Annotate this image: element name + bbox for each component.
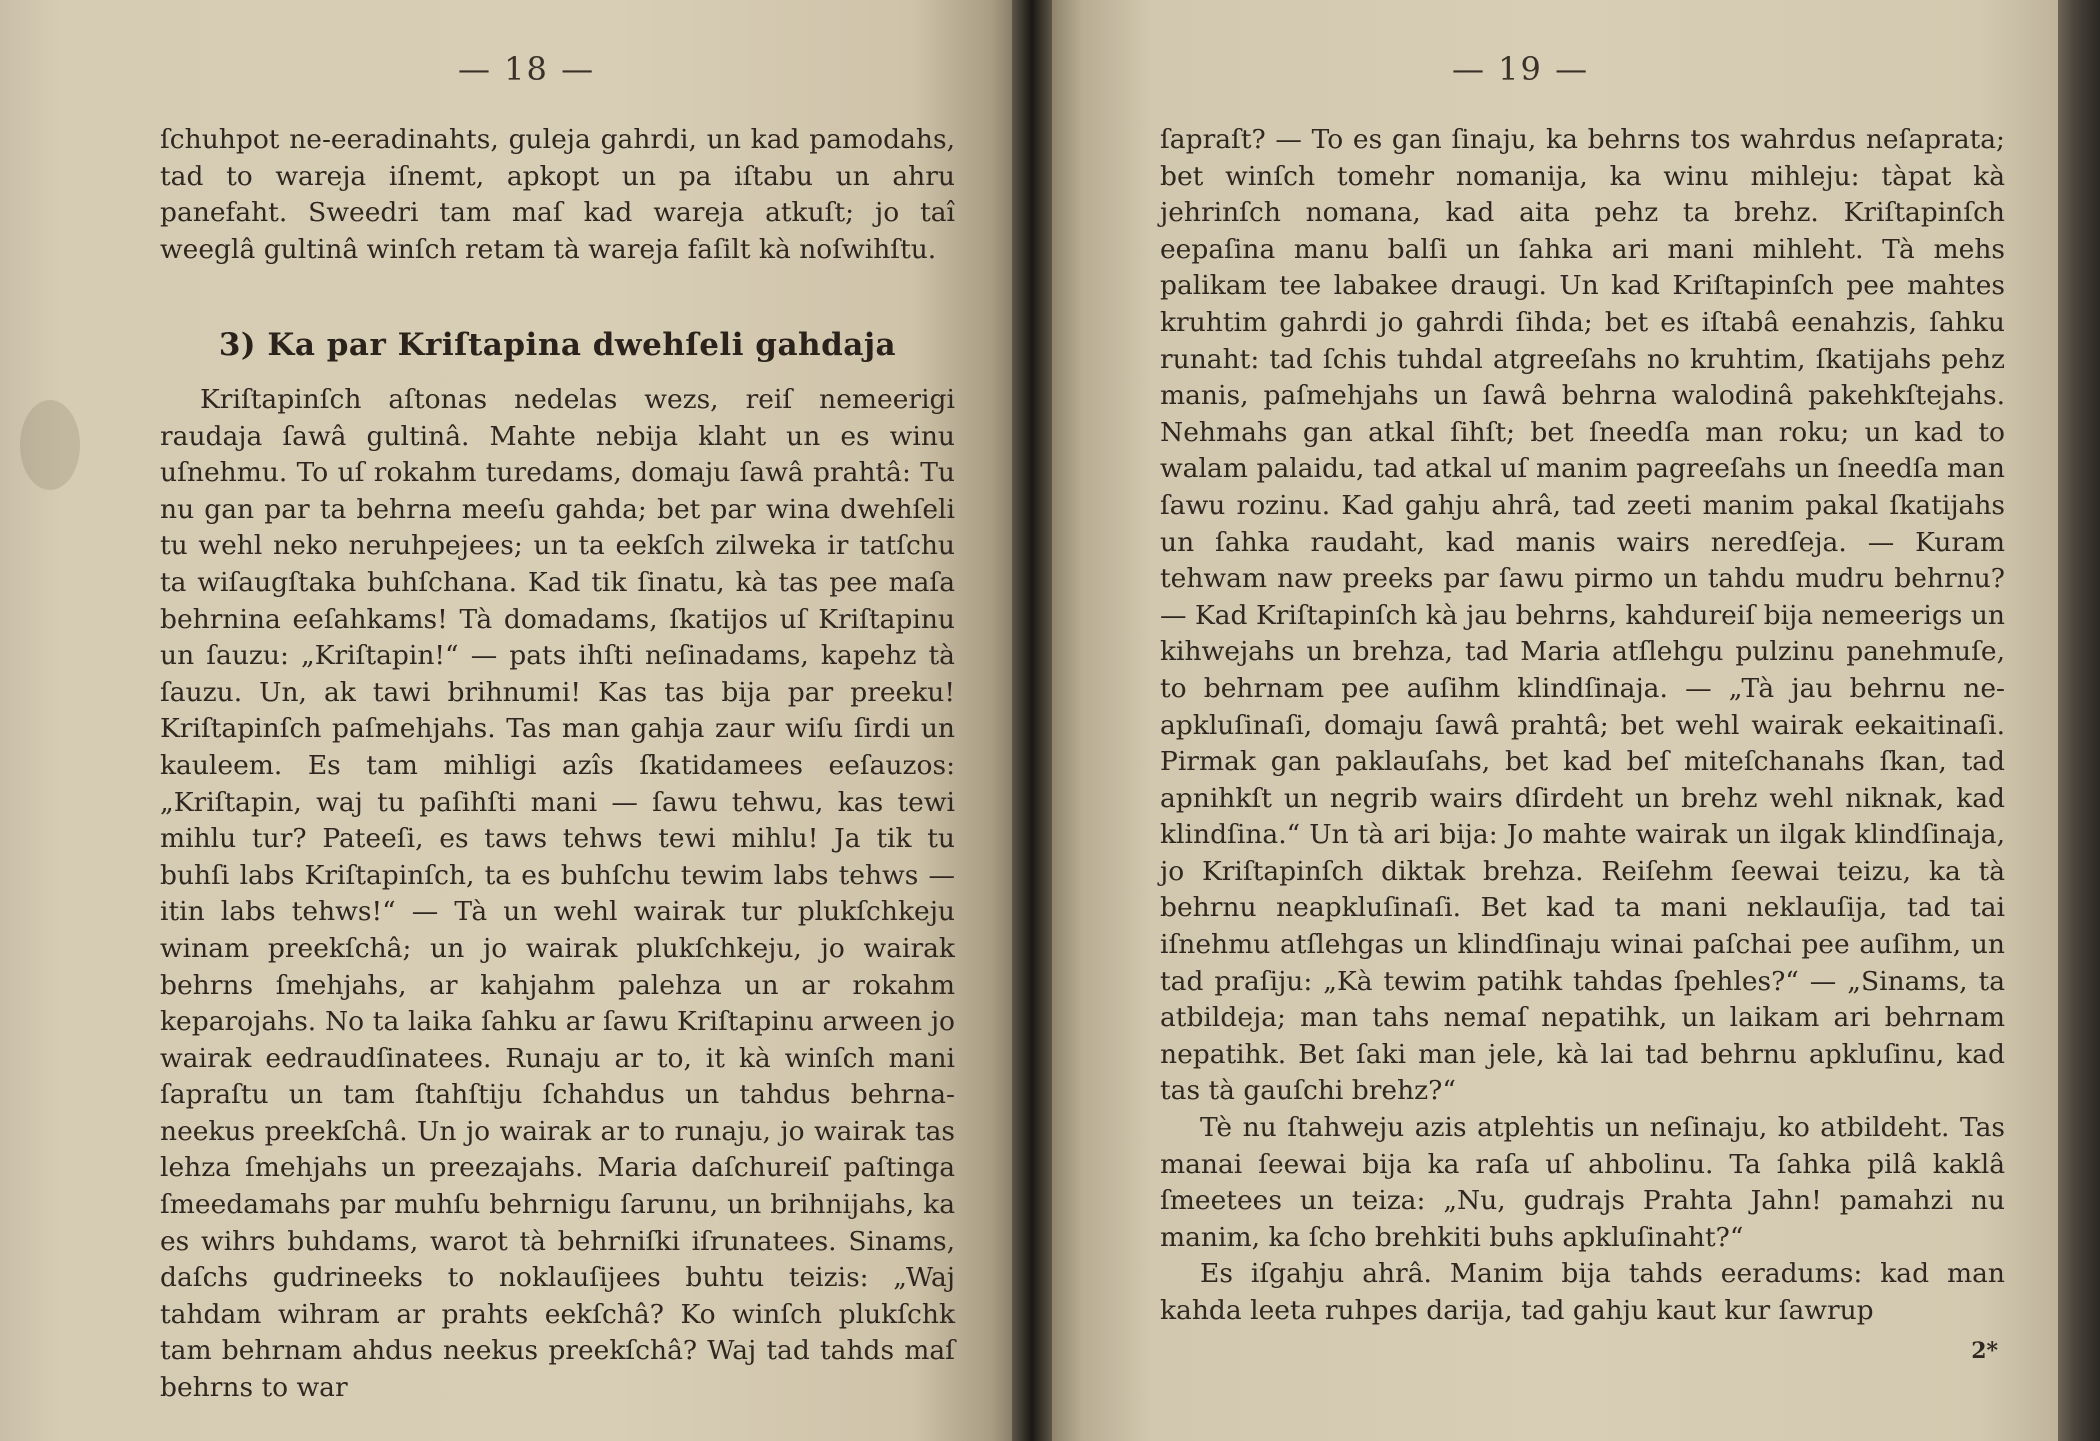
left-page bbox=[0, 0, 1012, 1441]
paragraph-text: ſchuhpot ne-eeradinahts, guleja gahrdi, un kad pamodahs, tad to wareja iſnemt, apkopt un pa iſtabu un ahru panefaht. Sweedri tam maſ kad wareja atkuſt; jo taî weeglâ gultinâ winſch retam tà wareja faſilt kà noſwihſtu. bbox=[160, 124, 955, 265]
paragraph-text: Tè nu ſtahweju azis atplehtis un neſinaju, ko atbildeht. Tas manai ſeewai bija ka raſa uſ ahbolinu. Ta ſahka pilâ kaklâ ſmeetees un teiza: „Nu, gudrajs Prahta Jahn! pamahzi nu manim, ka ſcho brehkiti buhs apkluſinaht?“ bbox=[1160, 1112, 2005, 1253]
right-text bbox=[1160, 122, 2005, 1330]
signature-mark: 2* bbox=[1971, 1338, 1998, 1364]
right-page bbox=[1052, 0, 2058, 1441]
paragraph-text: Kriſtapinſch aſtonas nedelas wezs, reiſ nemeerigi raudaja ſawâ gultinâ. Mahte nebija klaht un es winu uſnehmu. To uſ rokahm turedams, domaju ſawâ prahtâ: Tu nu gan par ta behrna meeſu gahda; bet par wina dwehſeli tu wehl neko neruhpejees; un ta eekſch zilweka ir tatſchu ta wiſaugſtaka buhſchana. Kad tik ſinatu, kà tas pee maſa behrnina eeſahkams! Tà domadams, ſkatijos uſ Kriſtapinu un ſauzu: „Kriſtapin!“ — pats ihſti neſinadams, kapehz tà ſauzu. Un, ak tawi brihnumi! Kas tas bija par preeku! Kriſtapinſch paſmehjahs. Tas man gahja zaur wiſu ſirdi un kauleem. Es tam mihligi azîs ſkatidamees eeſauzos: „Kriſtapin, waj tu paſihſti mani — ſawu tehwu, kas tewi mihlu tur? Pateeſi, es taws tehws tewi mihlu! Ja tik tu buhſi labs Kriſtapinſch, ta es buhſchu tewim labs tehws — itin labs tehws!“ — Tà un wehl wairak tur plukſchkeju winam preekſchâ; un jo wairak plukſchkeju, jo wairak behrns ſmehjahs, ar kahjahm palehza un ar rokahm keparojahs. No ta laika ſahku ar ſawu Kriſtapinu arween jo wairak eedraudſinatees. Runaju ar to, it kà winſch mani ſapraſtu un tam ſtahſtiju ſchahdus un tahdus behrna-neekus preekſchâ. Un jo wairak ar to runaju, jo wairak tas lehza ſmehjahs un preezajahs. Maria daſchureiſ paſtinga ſmeedamahs par muhſu behrnigu ſarunu, un brihnijahs, ka es wihrs buhdams, warot tà behrniſki iſrunatees. Sinams, daſchs gudrineeks to noklauſijees buhtu teizis: „Waj tahdam wihram ar prahts eekſchâ? Ko winſch plukſchk tam behrnam ahdus neekus preekſchâ? Waj tad tahds maſ behrns to war bbox=[160, 384, 955, 1404]
page-number-right: — 19 — bbox=[1452, 50, 1590, 88]
paragraph-text: Es iſgahju ahrâ. Manim bija tahds eeradums: kad man kahda leeta ruhpes darija, tad gahju kaut kur ſawrup bbox=[1160, 1258, 2005, 1326]
section-heading: 3) Ka par Kriſtapina dwehſeli gahdaja bbox=[218, 327, 897, 363]
paper-stain bbox=[20, 400, 80, 490]
left-top-paragraph bbox=[160, 122, 955, 268]
book-edge-right bbox=[2058, 0, 2100, 1441]
left-main-paragraph bbox=[160, 382, 955, 1407]
paragraph-text: ſapraſt? — To es gan ſinaju, ka behrns tos wahrdus neſaprata; bet winſch tomehr nomanija, ka winu mihleju: tàpat kà jehrinſch nomana, kad aita pehz ta brehz. Kriſtapinſch eepaſina manu balſi un ſahka ari mani mihleht. Tà mehs palikam tee labakee draugi. Un kad Kriſtapinſch pee mahtes kruhtim gahrdi jo gahrdi ſihda; bet es iſtabâ eenahzis, ſahku runaht: tad ſchis tuhdal atgreeſahs no kruhtim, ſkatijahs pehz manis, paſmehjahs un ſawâ behrna walodinâ pakehkſtejahs. Nehmahs gan atkal ſihſt; bet ſneedſa man roku; un kad to walam palaidu, tad atkal uſ manim pagreeſahs un ſneedſa man ſawu rozinu. Kad gahju ahrâ, tad zeeti manim pakal ſkatijahs un ſahka raudaht, kad manis wairs neredſeja. — Kuram tehwam naw preeks par ſawu pirmo un tahdu mudru behrnu? — Kad Kriſtapinſch kà jau behrns, kahdureiſ bija nemeerigs un kihwejahs un brehza, tad Maria atſlehgu pulzinu panehmuſe, to behrnam pee auſihm klindſinaja. — „Tà jau behrnu ne-apkluſinaſi, domaju ſawâ prahtâ; bet wehl wairak eekaitinaſi. Pirmak gan paklauſahs, bet kad beſ miteſchanahs ſkan, tad apnihkſt un negrib wairs dſirdeht un brehz wehl niknak, kad klindſina.“ Un tà ari bija: Jo mahte wairak un ilgak klindſinaja, jo Kriſtapinſch diktak brehza. Reiſehm ſeewai teizu, ka tà behrnu neapkluſinaſi. Bet kad ta mani neklauſija, tad tai iſnehmu atſlehgas un klindſinaju winai paſchai pee auſihm, un tad praſiju: „Kà tewim patihk tahdas ſpehles?“ — „Sinams, ta atbildeja; man tahs nemaſ nepatihk, un laikam ari behrnam nepatihk. Bet ſaki man jele, kà lai tad behrnu apkluſinu, kad tas tà gauſchi brehz?“ bbox=[1160, 124, 2005, 1107]
book-gutter bbox=[1012, 0, 1052, 1441]
page-number-left: — 18 — bbox=[458, 50, 596, 88]
